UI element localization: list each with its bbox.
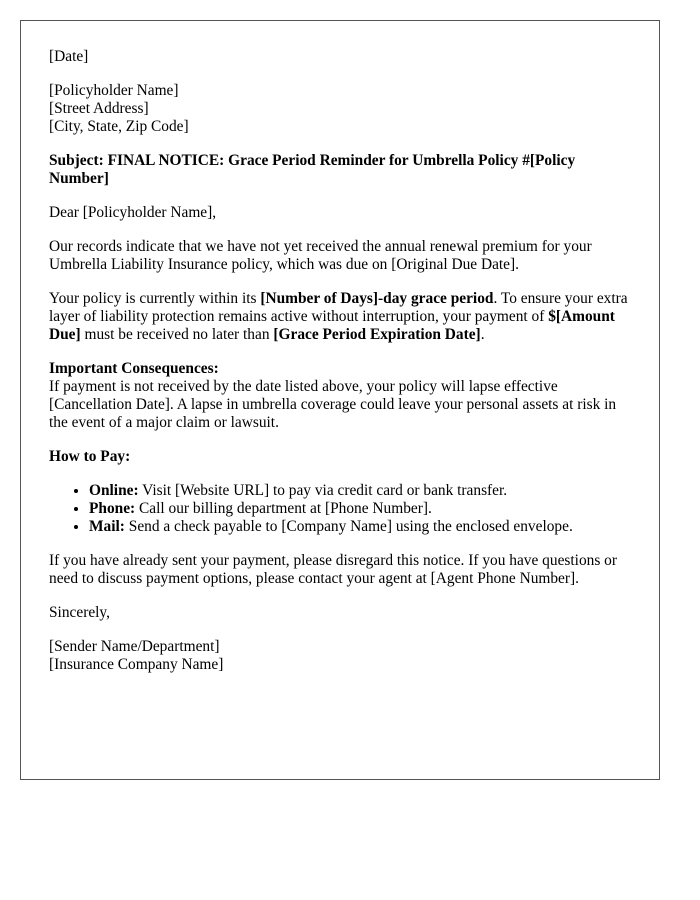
paragraph-grace-period — [49, 290, 631, 344]
online-label: Online: — [89, 482, 139, 499]
paragraph-overdue-notice: Our records indicate that we have not yet received the annual renewal premium for your Umbrella Liability Insurance policy, which was due on [Original Due Date]. — [49, 238, 592, 273]
signoff: Sincerely, — [49, 604, 110, 621]
grace-text-4: . — [480, 326, 485, 343]
mail-text: Send a check payable to [Company Name] using the enclosed envelope. — [124, 518, 573, 535]
recipient-city: [City, State, Zip Code] — [49, 118, 189, 135]
subject-line — [49, 152, 631, 188]
grace-text-2: . To ensure your extra layer of liability protection remains active without interruption, your payment of — [49, 290, 628, 325]
how-to-pay-heading-text: How to Pay: — [49, 448, 131, 465]
list-item-mail — [89, 518, 631, 536]
consequences-text: If payment is not received by the date listed above, your policy will lapse effective [Cancellation Date]. A lapse in umbrella coverage could leave your personal assets at risk in the event of a major claim or lawsuit. — [49, 378, 617, 431]
subject-text: Subject: FINAL NOTICE: Grace Period Reminder for Umbrella Policy #[Policy Number] — [49, 152, 576, 187]
consequences-section — [49, 360, 631, 432]
mail-label: Mail: — [89, 518, 125, 535]
amount-due: $[Amount Due] — [49, 308, 615, 343]
grace-days: [Number of Days]-day grace period — [260, 290, 494, 307]
letter-date: [Date] — [49, 48, 89, 65]
recipient-name: [Policyholder Name] — [49, 82, 179, 99]
recipient-street: [Street Address] — [49, 100, 149, 117]
consequences-heading: Important Consequences: — [49, 360, 219, 377]
recipient-address — [49, 82, 631, 136]
online-text: Visit [Website URL] to pay via credit card or bank transfer. — [138, 482, 508, 499]
phone-label: Phone: — [89, 500, 136, 517]
sender-name: [Sender Name/Department] — [49, 638, 220, 655]
letter-page — [20, 20, 660, 780]
paragraph-disregard: If you have already sent your payment, please disregard this notice. If you have questions or need to discuss payment options, please contact your agent at [Agent Phone Number]. — [49, 552, 617, 587]
list-item-online — [89, 482, 631, 500]
sender-block — [49, 638, 631, 674]
salutation: Dear [Policyholder Name], — [49, 204, 217, 221]
grace-text-3: must be received no later than — [80, 326, 274, 343]
grace-expiration-date: [Grace Period Expiration Date] — [273, 326, 481, 343]
list-item-phone — [89, 500, 631, 518]
how-to-pay-heading — [49, 448, 631, 466]
grace-text-1: Your policy is currently within its — [49, 290, 261, 307]
phone-text: Call our billing department at [Phone Number]. — [135, 500, 432, 517]
sender-company: [Insurance Company Name] — [49, 656, 224, 673]
payment-methods-list — [49, 482, 631, 536]
